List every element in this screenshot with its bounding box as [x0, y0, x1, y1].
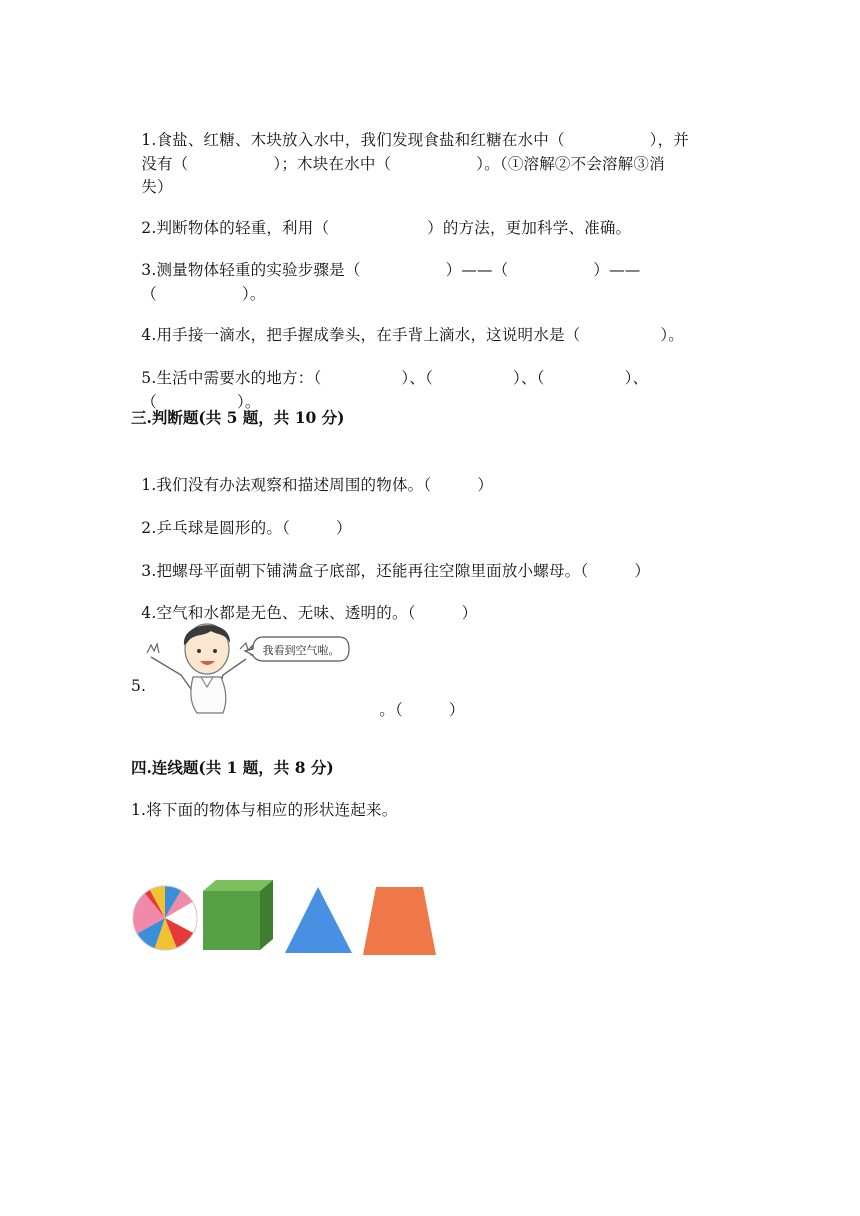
judge-q3 — [131, 535, 650, 583]
judge-q1-text: 1.我们没有办法观察和描述周围的物体。（ — [141, 476, 432, 494]
fill-q5-text: ）、（ — [513, 369, 545, 387]
beach-ball-icon[interactable] — [131, 877, 201, 959]
fill-q1-text: 失） — [141, 178, 173, 196]
section4-heading: 四.连线题(共 1 题，共 8 分) — [131, 758, 334, 777]
judge-q2-text: ） — [336, 519, 352, 537]
cube-icon[interactable] — [203, 880, 273, 950]
judge-q5-tail — [369, 674, 465, 722]
fill-q3-text: 3.测量物体轻重的实验步骤是（ — [141, 261, 361, 279]
fill-q4 — [131, 299, 684, 347]
judge-q5-number: 5. — [131, 677, 147, 695]
fill-q1-text: ）；木块在水中（ — [273, 155, 392, 173]
fill-q1-line2 — [131, 128, 665, 176]
judge-q4-text: ） — [461, 604, 478, 622]
fill-q2-text: 2.判断物体的轻重，利用（ — [141, 219, 330, 237]
speech-bubble-text: 我看到空气啦。 — [262, 644, 340, 657]
match-q1: 1.将下面的物体与相应的形状连起来。 — [131, 801, 398, 819]
fill-q5-text: ）。 — [236, 393, 261, 411]
fill-q5-text: ）、（ — [401, 369, 434, 387]
judge-q1 — [131, 449, 493, 497]
judge-q1-text: ） — [477, 476, 494, 494]
judge-q3-text: ） — [634, 562, 651, 580]
judge-q4-text: 4.空气和水都是无色、无味、透明的。（ — [141, 604, 416, 622]
judge-q5-text: ） — [448, 701, 465, 719]
fill-q4-text: ）。 — [660, 326, 685, 344]
fill-q3-text: ）——（ — [445, 261, 509, 279]
judge-q2-text: 2.乒乓球是圆形的。（ — [141, 519, 291, 537]
fill-q5-text: ）、 — [624, 369, 649, 387]
fill-q3-text: ）—— — [593, 261, 641, 279]
fill-q2 — [131, 192, 631, 240]
judge-q2 — [131, 492, 352, 540]
section3-heading: 三.判断题(共 5 题，共 10 分) — [131, 408, 345, 427]
trapezoid-icon[interactable] — [363, 887, 436, 955]
fill-q3-text: ）。 — [241, 285, 266, 303]
fill-q1-text: ）。（①溶解②不会溶解③消 — [476, 155, 665, 173]
triangle-icon[interactable] — [285, 887, 352, 953]
fill-q2-text: ）的方法，更加科学、准确。 — [427, 219, 632, 237]
fill-q5-text: 5.生活中需要水的地方：（ — [141, 369, 322, 387]
fill-q1-text: 1.食盐、红糖、木块放入水中，我们发现食盐和红糖在水中（ — [141, 131, 565, 149]
judge-q5-text: 。（ — [379, 701, 403, 719]
fill-q5-text: （ — [141, 393, 157, 411]
judge-q3-text: 3.把螺母平面朝下铺满盒子底部，还能再往空隙里面放小螺母。（ — [141, 562, 589, 580]
fill-q1-text: ），并 — [649, 131, 690, 149]
shapes-row — [131, 877, 441, 959]
fill-q1-text: 没有（ — [141, 155, 189, 173]
fill-q3-text: （ — [141, 285, 157, 303]
boy-illustration — [141, 613, 351, 715]
fill-q4-text: 4.用手接一滴水，把手握成拳头，在手背上滴水，这说明水是（ — [141, 326, 581, 344]
